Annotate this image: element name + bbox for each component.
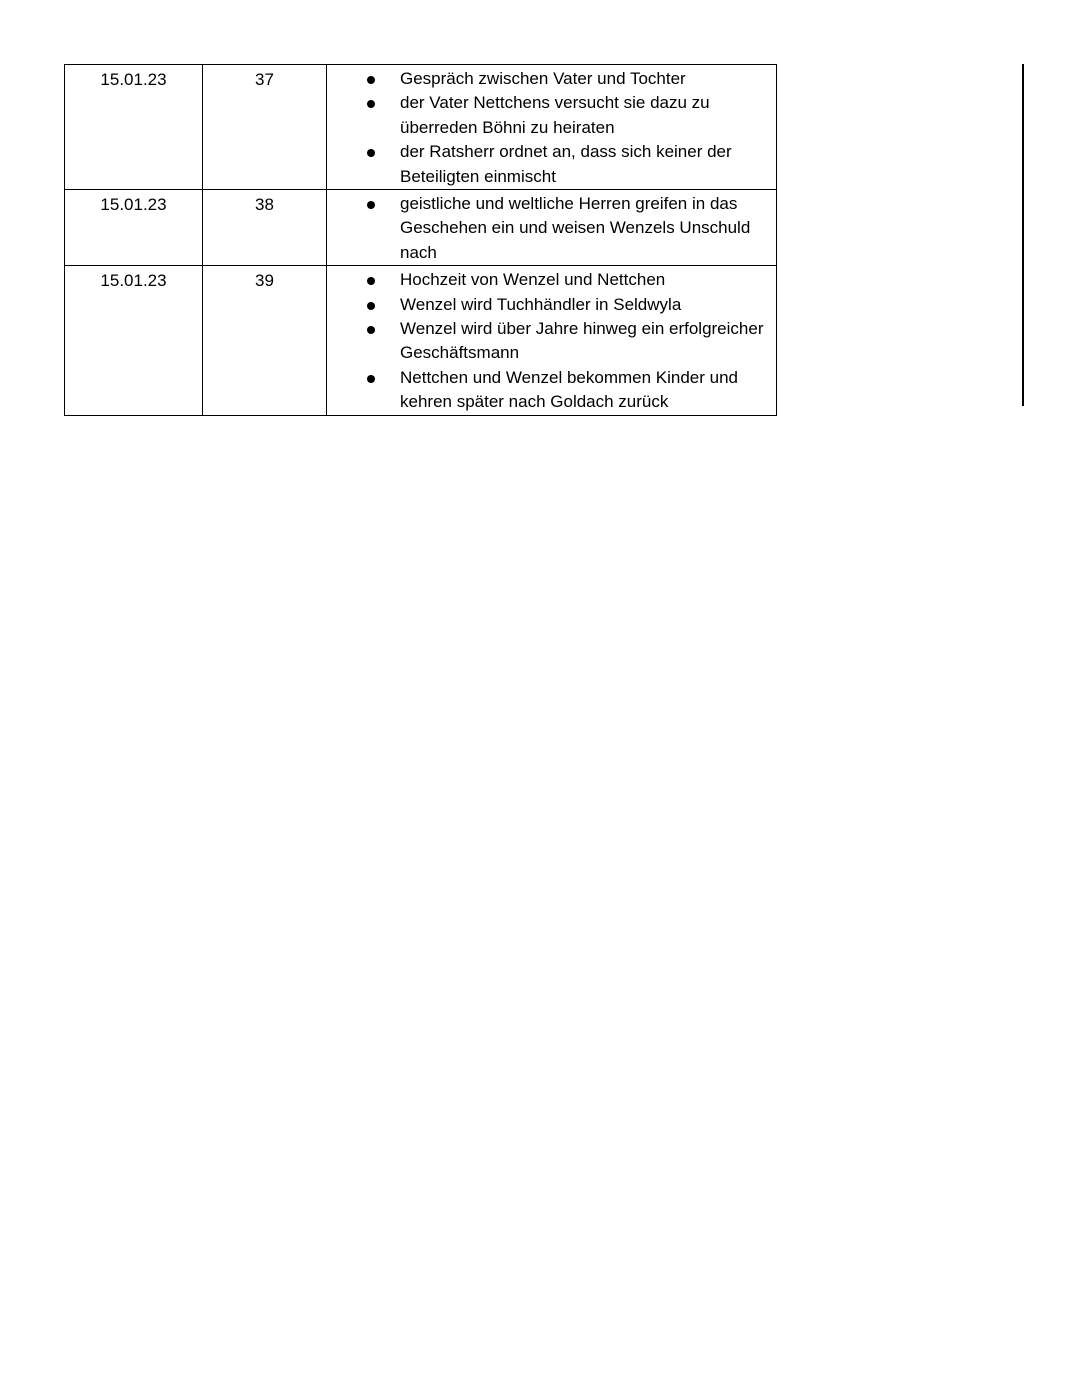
bullet-icon — [367, 375, 375, 383]
list-item — [327, 140, 772, 189]
list-item — [327, 67, 772, 91]
list-item — [327, 317, 772, 366]
list-item-text: Wenzel wird Tuchhändler in Seldwyla — [400, 294, 682, 314]
list-item-text: Gespräch zwischen Vater und Tochter — [400, 69, 686, 88]
date-cell: 15.01.23 — [65, 65, 203, 190]
list-item-text: der Vater Nettchens versucht sie dazu zu überreden Böhni zu heiraten — [400, 93, 710, 137]
bullet-list — [327, 67, 772, 189]
page-number-cell: 39 — [203, 266, 327, 415]
table-row — [65, 266, 777, 415]
list-item — [327, 268, 772, 292]
list-item-text: geistliche und weltliche Herren greifen in das Geschehen ein und weisen Wenzels Unschuld nach — [400, 194, 751, 262]
date-cell: 15.01.23 — [65, 190, 203, 266]
list-item-text: Wenzel wird über Jahre hinweg ein erfolgreicher Geschäftsmann — [400, 319, 764, 363]
bullet-icon — [367, 326, 375, 334]
bullet-icon — [367, 201, 375, 209]
bullet-icon — [367, 277, 375, 285]
list-item-text: Nettchen und Wenzel bekommen Kinder und kehren später nach Goldach zurück — [400, 367, 738, 412]
list-item — [327, 366, 772, 415]
table-row — [65, 190, 777, 266]
list-item — [327, 192, 772, 265]
page-number-cell: 37 — [203, 65, 327, 190]
date-cell: 15.01.23 — [65, 266, 203, 415]
content-cell — [327, 190, 777, 266]
bullet-list — [327, 268, 772, 414]
content-cell — [327, 266, 777, 415]
list-item — [327, 91, 772, 140]
bullet-icon — [367, 100, 375, 108]
bullet-icon — [367, 149, 375, 157]
bullet-icon — [367, 76, 375, 84]
list-item-text: Hochzeit von Wenzel und Nettchen — [400, 270, 666, 290]
vertical-divider-line — [1022, 64, 1024, 406]
page-number-cell: 38 — [203, 190, 327, 266]
bullet-list — [327, 192, 772, 265]
summary-table — [64, 64, 777, 416]
table-row — [65, 65, 777, 190]
list-item — [327, 293, 772, 317]
content-cell — [327, 65, 777, 190]
list-item-text: der Ratsherr ordnet an, dass sich keiner der Beteiligten einmischt — [400, 142, 732, 186]
bullet-icon — [367, 302, 375, 310]
